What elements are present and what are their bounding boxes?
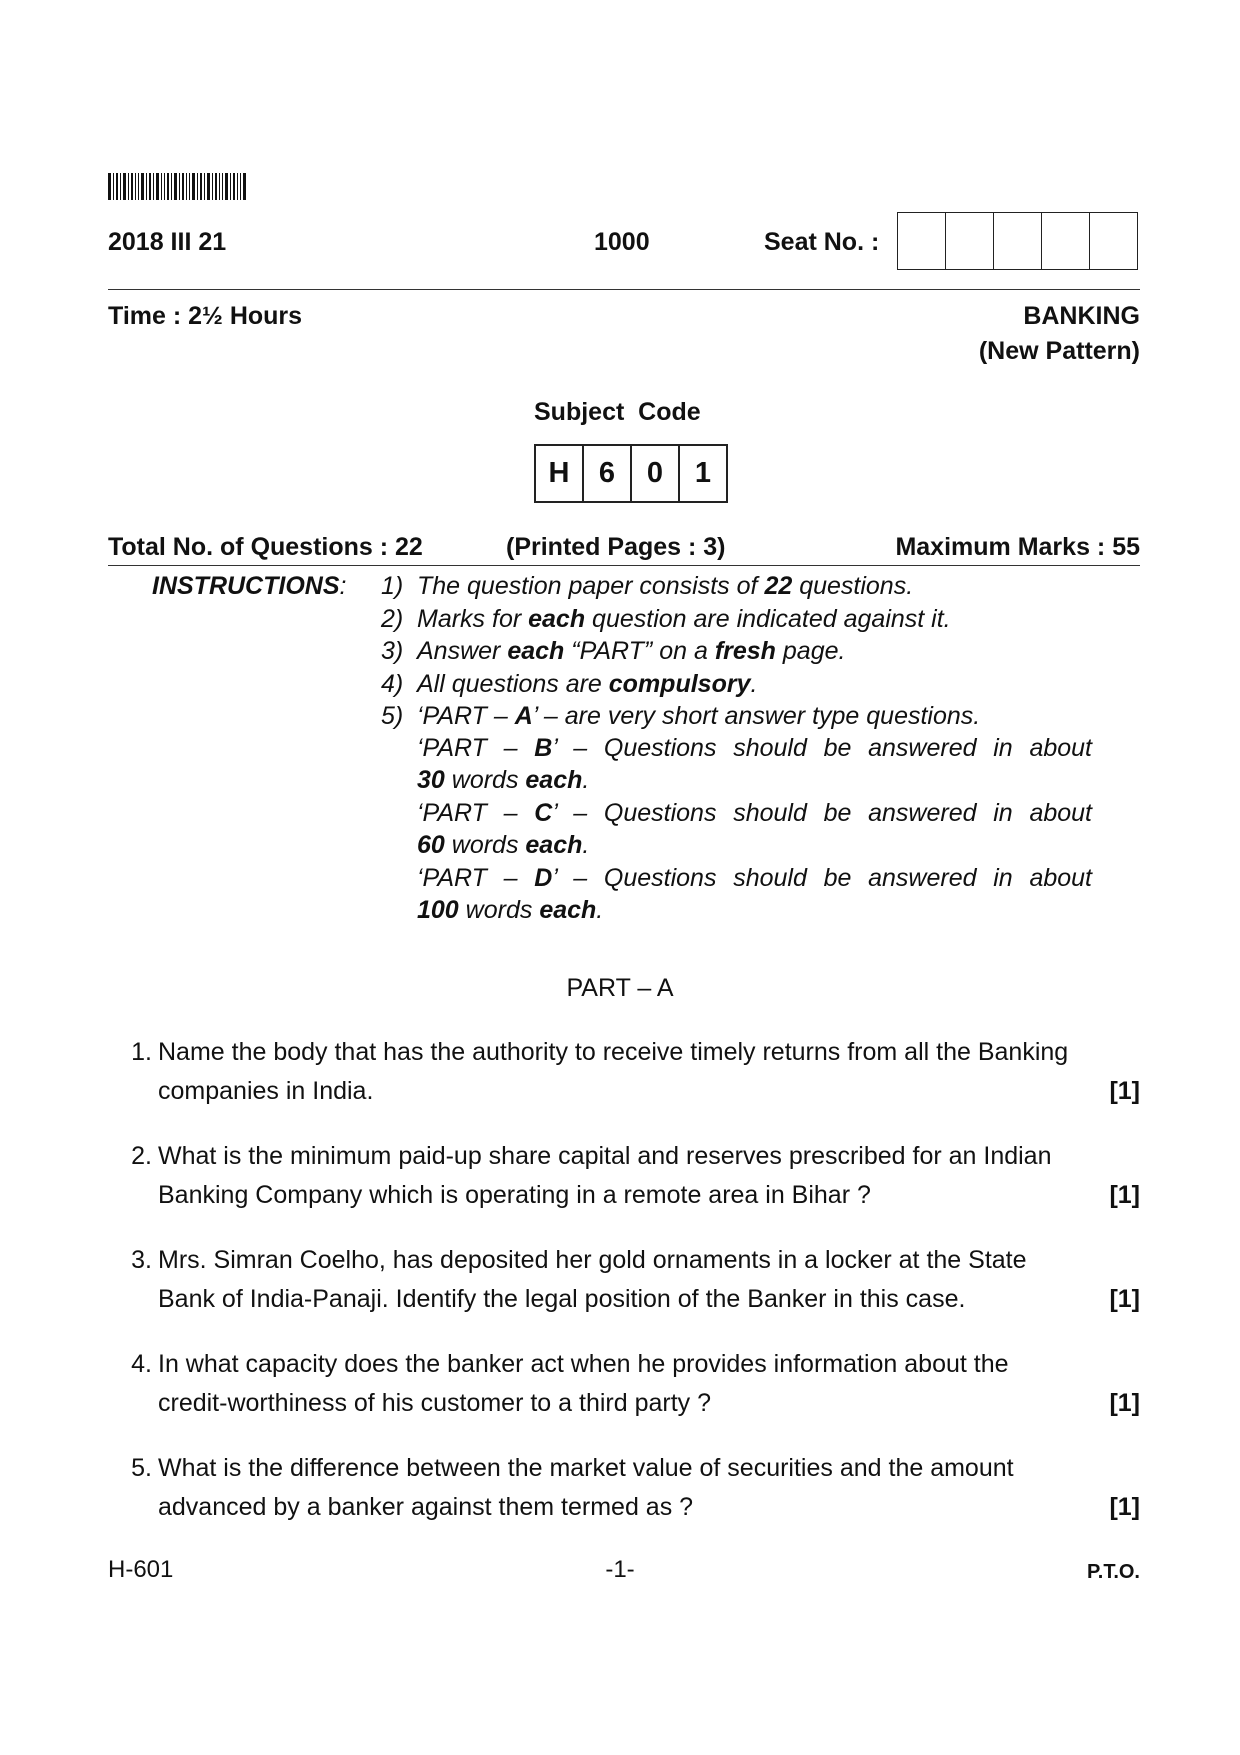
instructions-label: INSTRUCTIONS bbox=[152, 572, 340, 600]
question-text: advanced by a banker against them termed as ? bbox=[158, 1493, 694, 1521]
instruction-number: 1) bbox=[381, 572, 404, 600]
question-marks: [1] bbox=[1109, 1493, 1140, 1521]
subject-name: BANKING bbox=[1023, 302, 1140, 330]
footer-code: H-601 bbox=[108, 1556, 174, 1583]
question-text: Banking Company which is operating in a remote area in Bihar ? bbox=[158, 1181, 871, 1209]
instruction-number: 5) bbox=[381, 702, 404, 730]
part-d-instruction: ‘PART – D’ – Questions should be answered in about bbox=[417, 864, 1093, 892]
question-text: Mrs. Simran Coelho, has deposited her gold ornaments in a locker at the State bbox=[158, 1246, 1027, 1274]
instruction-number: 4) bbox=[381, 670, 404, 698]
question-marks: [1] bbox=[1109, 1285, 1140, 1313]
part-c-word-limit: 60 words each. bbox=[417, 831, 590, 859]
question-text: What is the minimum paid-up share capital and reserves prescribed for an Indian bbox=[158, 1142, 1052, 1170]
time-allowed: Time : 2½ Hours bbox=[108, 302, 303, 330]
question-number: 1. bbox=[131, 1038, 152, 1066]
instruction-number: 3) bbox=[381, 637, 404, 665]
part-b-instruction: ‘PART – B’ – Questions should be answered in about bbox=[417, 734, 1093, 762]
maximum-marks: Maximum Marks : 55 bbox=[895, 533, 1140, 561]
instruction-item: Marks for each question are indicated against it. bbox=[417, 605, 951, 633]
please-turn-over: P.T.O. bbox=[1087, 1561, 1140, 1583]
question-marks: [1] bbox=[1109, 1389, 1140, 1417]
question-marks: [1] bbox=[1109, 1181, 1140, 1209]
question-marks: [1] bbox=[1109, 1077, 1140, 1105]
subject-code-label: Subject Code bbox=[534, 398, 701, 426]
instruction-item: Answer each “PART” on a fresh page. bbox=[417, 637, 846, 665]
total-questions: Total No. of Questions : 22 bbox=[108, 533, 423, 561]
question-text: Name the body that has the authority to receive timely returns from all the Banking bbox=[158, 1038, 1069, 1066]
part-d-word-limit: 100 words each. bbox=[417, 896, 604, 924]
instructions-colon: : bbox=[339, 572, 347, 600]
part-c-instruction: ‘PART – C’ – Questions should be answered in about bbox=[417, 799, 1093, 827]
question-text: What is the difference between the market value of securities and the amount bbox=[158, 1454, 1014, 1482]
question-text: companies in India. bbox=[158, 1077, 374, 1105]
copies-count: 1000 bbox=[594, 228, 650, 256]
code-char: 6 bbox=[584, 446, 632, 501]
instruction-item: All questions are compulsory. bbox=[417, 670, 758, 698]
page-number: -1- bbox=[605, 1556, 635, 1583]
seat-label: Seat No. : bbox=[764, 228, 880, 256]
question-number: 3. bbox=[131, 1246, 152, 1274]
instruction-item: The question paper consists of 22 questions. bbox=[417, 572, 914, 600]
code-char: H bbox=[536, 446, 584, 501]
question-number: 5. bbox=[131, 1454, 152, 1482]
code-char: 1 bbox=[694, 457, 712, 489]
subject-pattern: (New Pattern) bbox=[978, 337, 1140, 365]
question-text: In what capacity does the banker act when he provides information about the bbox=[158, 1350, 1009, 1378]
question-number: 2. bbox=[131, 1142, 152, 1170]
part-b-word-limit: 30 words each. bbox=[417, 766, 590, 794]
printed-pages: (Printed Pages : 3) bbox=[506, 533, 726, 561]
question-number: 4. bbox=[131, 1350, 152, 1378]
code-char: 0 bbox=[632, 446, 680, 501]
instruction-item: ‘PART – A’ – are very short answer type questions. bbox=[417, 702, 981, 730]
part-a-heading: PART – A bbox=[566, 974, 674, 1002]
instruction-number: 2) bbox=[381, 605, 404, 633]
paper-code: 2018 III 21 bbox=[108, 228, 227, 256]
question-text: credit-worthiness of his customer to a third party ? bbox=[158, 1389, 712, 1417]
question-text: Bank of India-Panaji. Identify the legal position of the Banker in this case. bbox=[158, 1285, 966, 1313]
